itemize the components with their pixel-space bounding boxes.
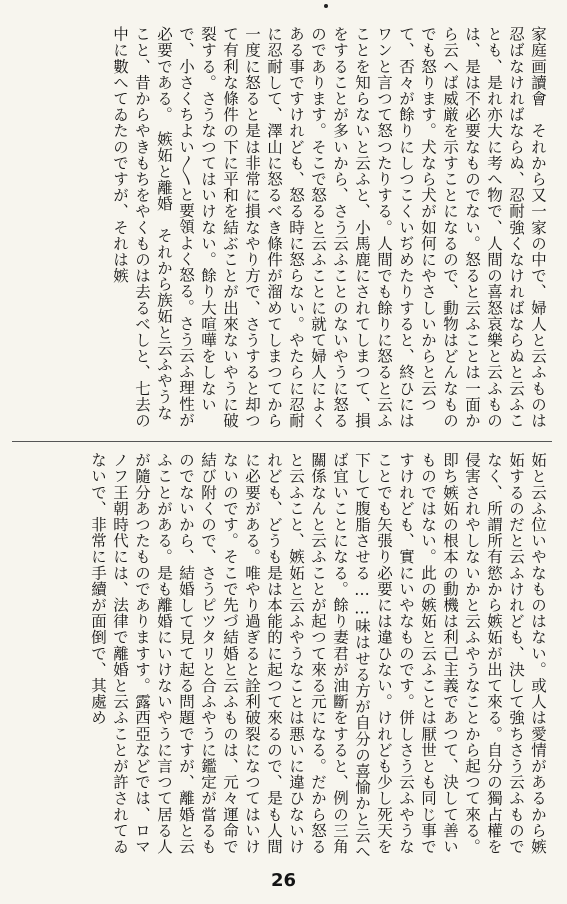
page-number: 26 <box>270 870 297 891</box>
ink-dot <box>324 4 328 8</box>
upper-text-block: 家庭画讀會 それから又一家の中で、婦人と云ふものは忍ばなければならぬ、忍耐強くなければならぬと云ふことも、是れ亦大に考へ物で、人間の喜怒哀樂と云ふものは、是は不必要なものでない。怒ると云ふことは一面から云へば威厳を示すことになるので、動物はどんなものでも怒ります。犬なら犬が如何にやさしいからと云つて、否々が餘りにしつこくいぢめたりすると、終ひにはワンと言つて怒つたりする。人間でも餘りに怒ると云ふことを知らないと云ふと、小馬鹿にされてしまつて、損をすることが多いから、さう云ふことのないやうに怒るのであります。そこで怒ると云ふことに就て婦人によくある事ですけれども、怒る時に怒らない。やたらに忍耐に忍耐して、澤山に怒るべき條件が溜めてしまつてから一度に怒ると是は非常に損なやり方で、さうすると却つて有利な條件の下に平和を結ぶことが出來ないやうに破裂する。さうなつてはいけない。餘り大喧嘩をしないで、小さくちよい〳〵と要領よく怒る。さう云ふ理性が必要である。 嫉妬と離婚 それから族妬と云ふやうなこと、昔からやきもちをやくものは去るべしと、七去の中に數へてゐたのですが、それは嫉 <box>111 26 547 429</box>
section-divider <box>12 441 552 442</box>
lower-text-block: 妬と云ふ位いやなものはない。或人は愛情があるから嫉妬するのだと云ふけれども、決して強ちさう云ふものでなく、所謂所有慾から嫉妬が出て來る。自分の獨占權を侵害されやしないかと云ふやうなことから起つて來る。即ち嫉妬の根本の動機は利己主義であつて、決して善いものではない。此の嫉妬と云ふことは厭世とも同じ事ですけれども、實にいやなものです。併しさう云ふやうなことでも矢張り必要には違ひない。けれども少し死天を下して腹脂させる……味はせる方が自分の喜愉かと云へば宜いことになる。餘り妻君が油斷をすると、例の三角關係なんと云ふことが起つて來る元になる。だから怒ると云ふこと、嫉妬と云ふやうなことは悪いに違ひないけれども、どうも是は本能的に起つて來るので、是も人間に必要がある。唯やり過ぎると詮利破裂になつてはいけないのです。そこで先づ結婚と云ふものは、元々運命で結び附くので、さうピツタリと合ふやうに鑑定が當るものでないから、結婚して見て起る問題ですが、離婚と云ふことがある。是も離婚にいけないやうに言つて居る人が隨分あつたものでありますす。露西亞などでは、ロマノフ王朝時代には、法律で離婚と云ふことが許されてゐないで、非常に手續が面倒で、其處め <box>89 452 547 860</box>
